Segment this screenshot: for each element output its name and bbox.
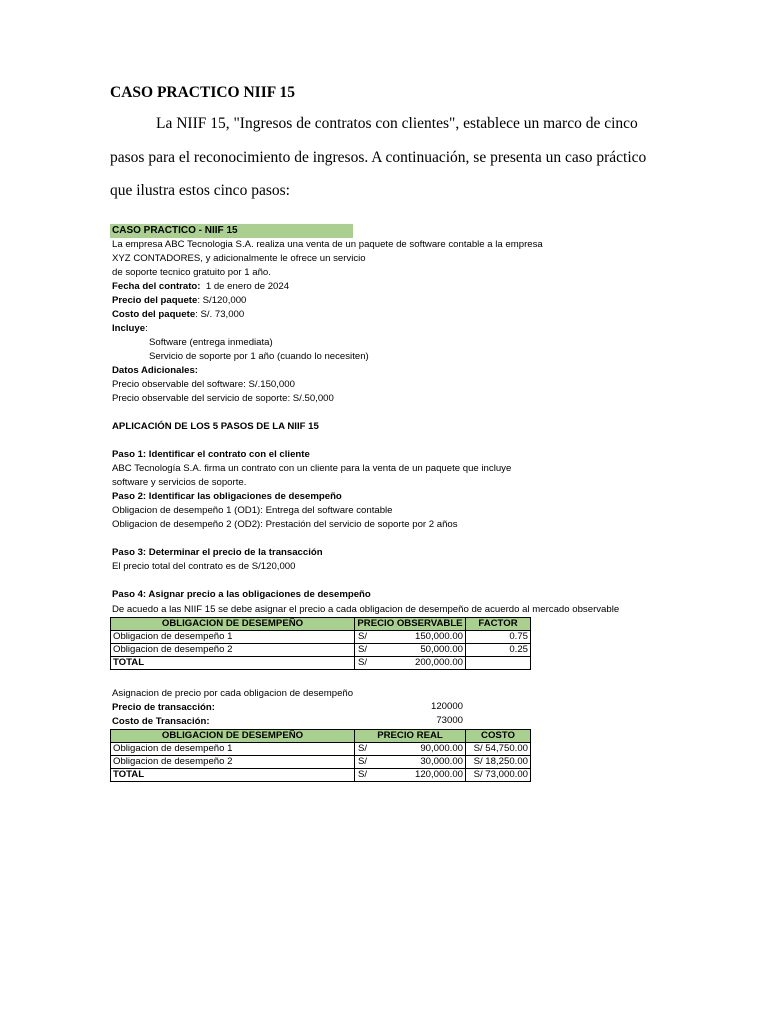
cost-value: S/ 73,000.00 bbox=[466, 769, 531, 782]
real-price-total bbox=[355, 769, 466, 782]
case-description-1: La empresa ABC Tecnologia S.A. realiza una venta de un paquete de software contable a la empresa bbox=[112, 239, 543, 250]
obligation-name: Obligacion de desempeño 2 bbox=[111, 644, 355, 657]
cost-value: S/ 18,250.00 bbox=[466, 756, 531, 769]
price-value: 30,000.00 bbox=[420, 756, 463, 767]
price-value: 120,000.00 bbox=[414, 769, 463, 780]
price-value: 150,000.00 bbox=[414, 631, 463, 642]
table-row bbox=[111, 644, 531, 657]
package-cost-label: Costo del paquete bbox=[112, 309, 196, 320]
case-banner: CASO PRACTICO - NIIF 15 bbox=[110, 224, 353, 238]
observable-price bbox=[355, 644, 466, 657]
observable-price-table bbox=[110, 617, 531, 670]
observable-software: Precio observable del software: S/.150,000 bbox=[112, 379, 295, 390]
package-price bbox=[112, 294, 246, 307]
table-header-row bbox=[111, 730, 531, 743]
step-1-title: Paso 1: Identificar el contrato con el cliente bbox=[112, 449, 310, 460]
steps-heading: APLICACIÓN DE LOS 5 PASOS DE LA NIIF 15 bbox=[112, 421, 319, 432]
package-price-label: Precio del paquete bbox=[112, 295, 198, 306]
intro-line-3: que ilustra estos cinco pasos: bbox=[110, 182, 290, 199]
obligation-name: Obligacion de desempeño 2 bbox=[111, 756, 355, 769]
currency-symbol: S/ bbox=[358, 743, 368, 754]
step-3-title: Paso 3: Determinar el precio de la transacción bbox=[112, 547, 323, 558]
contract-date bbox=[112, 280, 289, 293]
includes-colon: : bbox=[145, 323, 148, 334]
real-price bbox=[355, 743, 466, 756]
currency-symbol: S/ bbox=[358, 631, 368, 642]
table-row bbox=[111, 756, 531, 769]
observable-price bbox=[355, 631, 466, 644]
transaction-price-value: 120000 bbox=[430, 701, 463, 712]
intro-line-1: La NIIF 15, "Ingresos de contratos con clientes", establece un marco de cinco bbox=[156, 115, 638, 132]
factor-value bbox=[466, 657, 531, 670]
intro-line-2: pasos para el reconocimiento de ingresos. A continuación, se presenta un caso práctico bbox=[110, 149, 647, 166]
price-value: 50,000.00 bbox=[420, 644, 463, 655]
package-price-value: : S/120,000 bbox=[197, 295, 247, 306]
transaction-price-label: Precio de transacción: bbox=[112, 702, 215, 713]
obligation-name: Obligacion de desempeño 1 bbox=[111, 743, 355, 756]
includes-item-1: Software (entrega inmediata) bbox=[149, 337, 273, 348]
table-total-row bbox=[111, 657, 531, 670]
table-row bbox=[111, 743, 531, 756]
cost-value: S/ 54,750.00 bbox=[466, 743, 531, 756]
factor-value: 0.75 bbox=[466, 631, 531, 644]
column-header: FACTOR bbox=[466, 618, 531, 631]
contract-date-value: 1 de enero de 2024 bbox=[205, 281, 290, 292]
currency-symbol: S/ bbox=[358, 657, 368, 668]
step-2-title: Paso 2: Identificar las obligaciones de desempeño bbox=[112, 491, 342, 502]
table-total-row bbox=[111, 769, 531, 782]
table-header-row bbox=[111, 618, 531, 631]
column-header: OBLIGACION DE DESEMPEÑO bbox=[111, 618, 355, 631]
column-header: COSTO bbox=[466, 730, 531, 743]
page-title: CASO PRACTICO NIIF 15 bbox=[110, 84, 296, 101]
allocation-heading: Asignacion de precio por cada obligacion de desempeño bbox=[112, 688, 354, 699]
obligation-name: Obligacion de desempeño 1 bbox=[111, 631, 355, 644]
currency-symbol: S/ bbox=[358, 769, 368, 780]
price-value: 90,000.00 bbox=[420, 743, 463, 754]
includes bbox=[112, 322, 148, 335]
table-row bbox=[111, 631, 531, 644]
step-4-line-1: De acuedo a las NIIF 15 se debe asignar el precio a cada obligacion de desempeño de acuerdo al mercado observable bbox=[112, 604, 620, 615]
currency-symbol: S/ bbox=[358, 644, 368, 655]
step-1-line-1: ABC Tecnología S.A. firma un contrato con un cliente para la venta de un paquete que incluye bbox=[112, 463, 512, 474]
includes-label: Incluye bbox=[112, 323, 146, 334]
includes-item-2: Servicio de soporte por 1 año (cuando lo necesiten) bbox=[149, 351, 369, 362]
step-2-line-1: Obligacion de desempeño 1 (OD1): Entrega del software contable bbox=[112, 505, 393, 516]
additional-data-label: Datos Adicionales: bbox=[112, 365, 199, 376]
step-3-line-1: El precio total del contrato es de S/120,000 bbox=[112, 561, 296, 572]
package-cost-value: : S/. 73,000 bbox=[195, 309, 245, 320]
column-header: PRECIO OBSERVABLE bbox=[355, 618, 466, 631]
step-4-title: Paso 4: Asignar precio a las obligaciones de desempeño bbox=[112, 589, 371, 600]
step-2-line-2: Obligacion de desempeño 2 (OD2): Prestación del servicio de soporte por 2 años bbox=[112, 519, 458, 530]
price-value: 200,000.00 bbox=[414, 657, 463, 668]
observable-price-total bbox=[355, 657, 466, 670]
factor-value: 0.25 bbox=[466, 644, 531, 657]
observable-support: Precio observable del servicio de soporte: S/.50,000 bbox=[112, 393, 334, 404]
transaction-cost-value: 73000 bbox=[436, 715, 463, 726]
package-cost bbox=[112, 308, 244, 321]
transaction-cost-label: Costo de Transación: bbox=[112, 716, 210, 727]
step-1-line-2: software y servicios de soporte. bbox=[112, 477, 247, 488]
real-price bbox=[355, 756, 466, 769]
column-header: PRECIO REAL bbox=[355, 730, 466, 743]
total-label: TOTAL bbox=[111, 769, 355, 782]
column-header: OBLIGACION DE DESEMPEÑO bbox=[111, 730, 355, 743]
total-label: TOTAL bbox=[111, 657, 355, 670]
contract-date-label: Fecha del contrato: bbox=[112, 281, 201, 292]
currency-symbol: S/ bbox=[358, 756, 368, 767]
real-price-table bbox=[110, 729, 531, 782]
case-description-2: XYZ CONTADORES, y adicionalmente le ofrece un servicio bbox=[112, 253, 366, 264]
case-description-3: de soporte tecnico gratuito por 1 año. bbox=[112, 267, 271, 278]
